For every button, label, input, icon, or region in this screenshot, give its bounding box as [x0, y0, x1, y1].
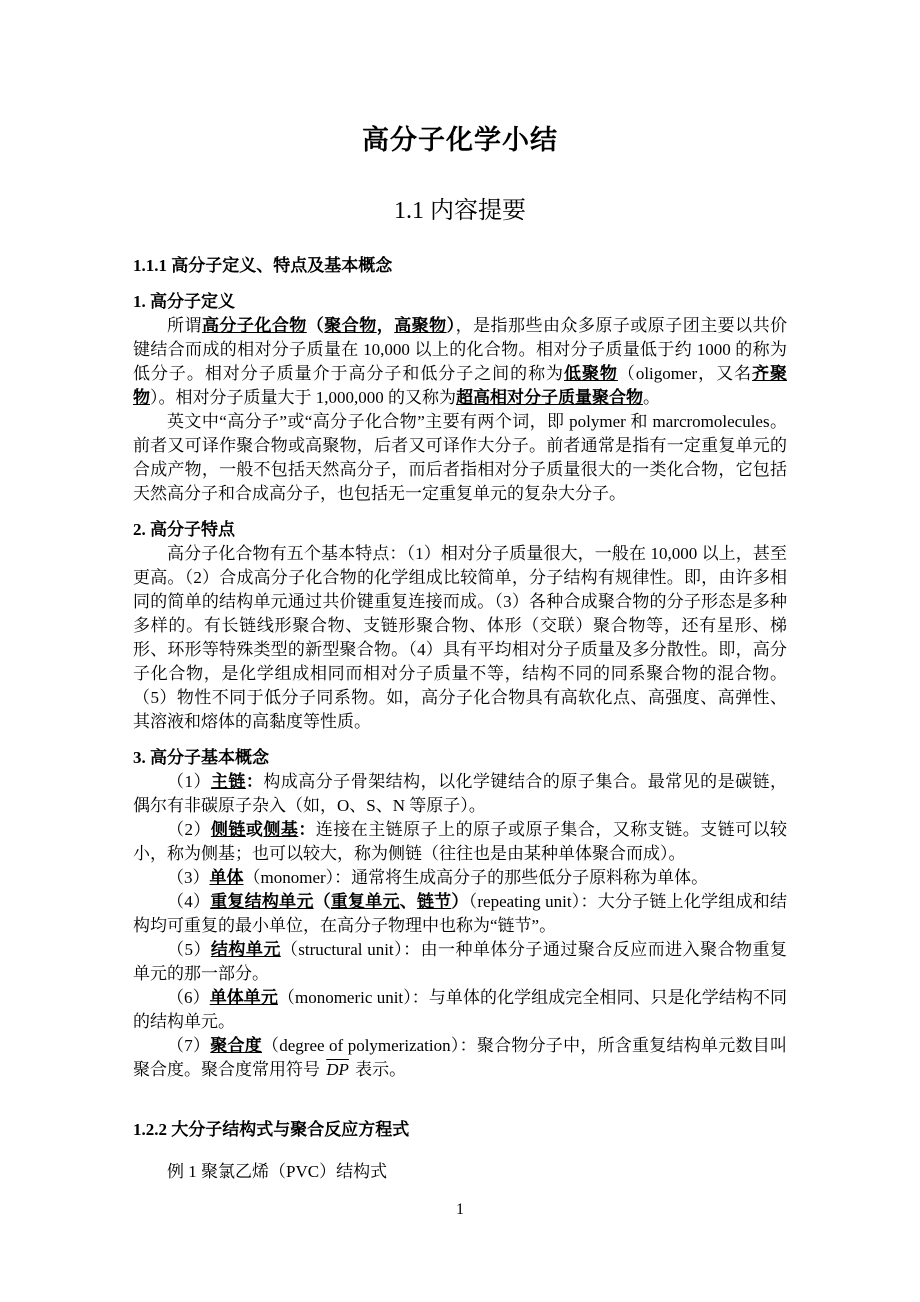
text-run: （4） — [167, 892, 211, 911]
text-run: （7） — [167, 1036, 211, 1055]
text-run: 高聚物 — [394, 316, 447, 335]
text-run: ： — [245, 772, 264, 791]
text-run: 或 — [245, 820, 264, 839]
text-run: （5） — [167, 940, 211, 959]
text-run: （2） — [167, 820, 211, 839]
document-title: 高分子化学小结 — [362, 125, 558, 155]
concept-item-structural-unit — [133, 938, 787, 986]
text-run: 英文中“高分子”或“高分子化合物”主要有两个词，即 polymer 和 marcromolecules。前者又可译作聚合物或高聚物，后者又可译作大分子。前者通常是指有一定重复单元的合成产物，一般不包括天然高分子，而后者指相对分子质量很大的一类化合物，它包括天然高分子和合成高分子，也包括无一定重复单元的复杂大分子。 — [133, 412, 787, 503]
text-run: $\overline{DP}$ — [326, 1060, 349, 1079]
paragraph-terminology — [133, 410, 787, 506]
text-run: （3） — [167, 868, 210, 887]
text-run: （ — [306, 316, 325, 335]
text-run: 聚合度 — [210, 1036, 262, 1055]
text-run: （1） — [167, 772, 211, 791]
heading-1-1-1: 1.1.1 高分子定义、特点及基本概念 — [133, 256, 393, 275]
page-number: 1 — [456, 1201, 464, 1218]
text-run: （monomeric unit）：与单体的化学组成完全相同、只是化学结构不同的结构单元。 — [133, 988, 788, 1031]
text-run: 单体单元 — [209, 988, 278, 1007]
text-run: 齐聚物 — [133, 364, 788, 407]
text-run: （degree of polymerization）：聚合物分子中，所含重复结构单元数目叫聚合度。聚合度常用符号 — [133, 1036, 788, 1079]
heading-definition: 1. 高分子定义 — [133, 292, 235, 311]
text-run: ， — [376, 316, 395, 335]
concept-item-degree-of-polymerization — [133, 1034, 787, 1082]
concept-item-side-chain — [133, 818, 787, 866]
text-run: 结构单元 — [210, 940, 281, 959]
paragraph-definition — [133, 314, 787, 410]
text-run: 聚合物 — [324, 316, 377, 335]
text-run: ，是指那些由众多原子或原子团主要以共价键结合而成的相对分子质量在 10,000 以上的化合物。相对分子质量低于约 1000 的称为低分子。相对分子质量介于高分子和低分子之间的称为 — [133, 316, 788, 383]
text-run: 高分子化合物有五个基本特点：（1）相对分子质量很大，一般在 10,000 以上，甚至更高。（2）合成高分子化合物的化学组成比较简单，分子结构有规律性。即，由许多相同的简单的结构单元通过共价键重复连接而成。（3）各种合成聚合物的分子形态是多种多样的。有长链线形聚合物、支链形聚合物、体形（交联）聚合物等，还有星形、梯形、环形等特殊类型的新型聚合物。（4）具有平均相对分子质量及多分散性。即，高分子化合物，是化学组成相同而相对分子质量不等，结构不同的同系聚合物的混合物。（5）物性不同于低分子同系物。如，高分子化合物具有高软化点、高强度、高弹性、其溶液和熔体的高黏度等性质。 — [133, 544, 787, 731]
heading-basic-concepts: 3. 高分子基本概念 — [133, 748, 269, 767]
text-run: 高分子化合物 — [201, 316, 307, 335]
concept-item-monomeric-unit — [133, 986, 787, 1034]
text-run: 表示。 — [350, 1060, 407, 1079]
concept-item-monomer — [133, 866, 787, 890]
concept-item-main-chain — [133, 770, 787, 818]
text-run: 重复结构单元 — [210, 892, 314, 911]
text-run: （monomer）：通常将生成高分子的那些低分子原料称为单体。 — [243, 868, 709, 887]
example-pvc-line: 例 1 聚氯乙烯（PVC）结构式 — [167, 1162, 388, 1181]
heading-characteristics: 2. 高分子特点 — [133, 520, 235, 539]
section-heading-1-1: 1.1 内容提要 — [394, 198, 526, 224]
text-run: 所谓 — [167, 316, 202, 335]
heading-1-2-2: 1.2.2 大分子结构式与聚合反应方程式 — [133, 1120, 410, 1139]
text-run: 超高相对分子质量聚合物 — [456, 388, 643, 407]
text-run: 侧基 — [263, 820, 299, 839]
paragraph-characteristics — [133, 542, 787, 734]
text-run: （ — [313, 892, 331, 911]
text-run: （oligomer，又名 — [617, 364, 753, 383]
text-run: 低聚物 — [564, 364, 618, 383]
concept-item-repeating-unit — [133, 890, 787, 938]
text-run: （repeating unit）：大分子链上化学组成和结构均可重复的最小单位，在高分子物理中也称为“链节”。 — [133, 892, 788, 935]
text-run: 构成高分子骨架结构，以化学键结合的原子集合。最常见的是碳链，偶尔有非碳原子杂入（如，O、S、N 等原子）。 — [133, 772, 788, 815]
text-run: 单体 — [209, 868, 244, 887]
text-run: ）。相对分子质量大于 1,000,000 的又称为 — [150, 388, 456, 407]
text-run: ） — [451, 892, 469, 911]
text-run: 重复单元 — [330, 892, 400, 911]
text-run: 、 — [399, 892, 417, 911]
text-run: ： — [298, 820, 316, 839]
text-run: （structural unit）：由一种单体分子通过聚合反应而进入聚合物重复单元的那一部分。 — [133, 940, 787, 983]
text-run: 连接在主链原子上的原子或原子集合，又称支链。支链可以较小，称为侧基；也可以较大，称为侧链（往往也是由某种单体聚合而成）。 — [133, 820, 788, 863]
text-run: 侧链 — [210, 820, 246, 839]
text-run: （6） — [167, 988, 210, 1007]
text-run: 。 — [643, 388, 660, 407]
text-run: 链节 — [416, 892, 452, 911]
text-run: ） — [446, 316, 456, 335]
text-run: 主链 — [210, 772, 246, 791]
